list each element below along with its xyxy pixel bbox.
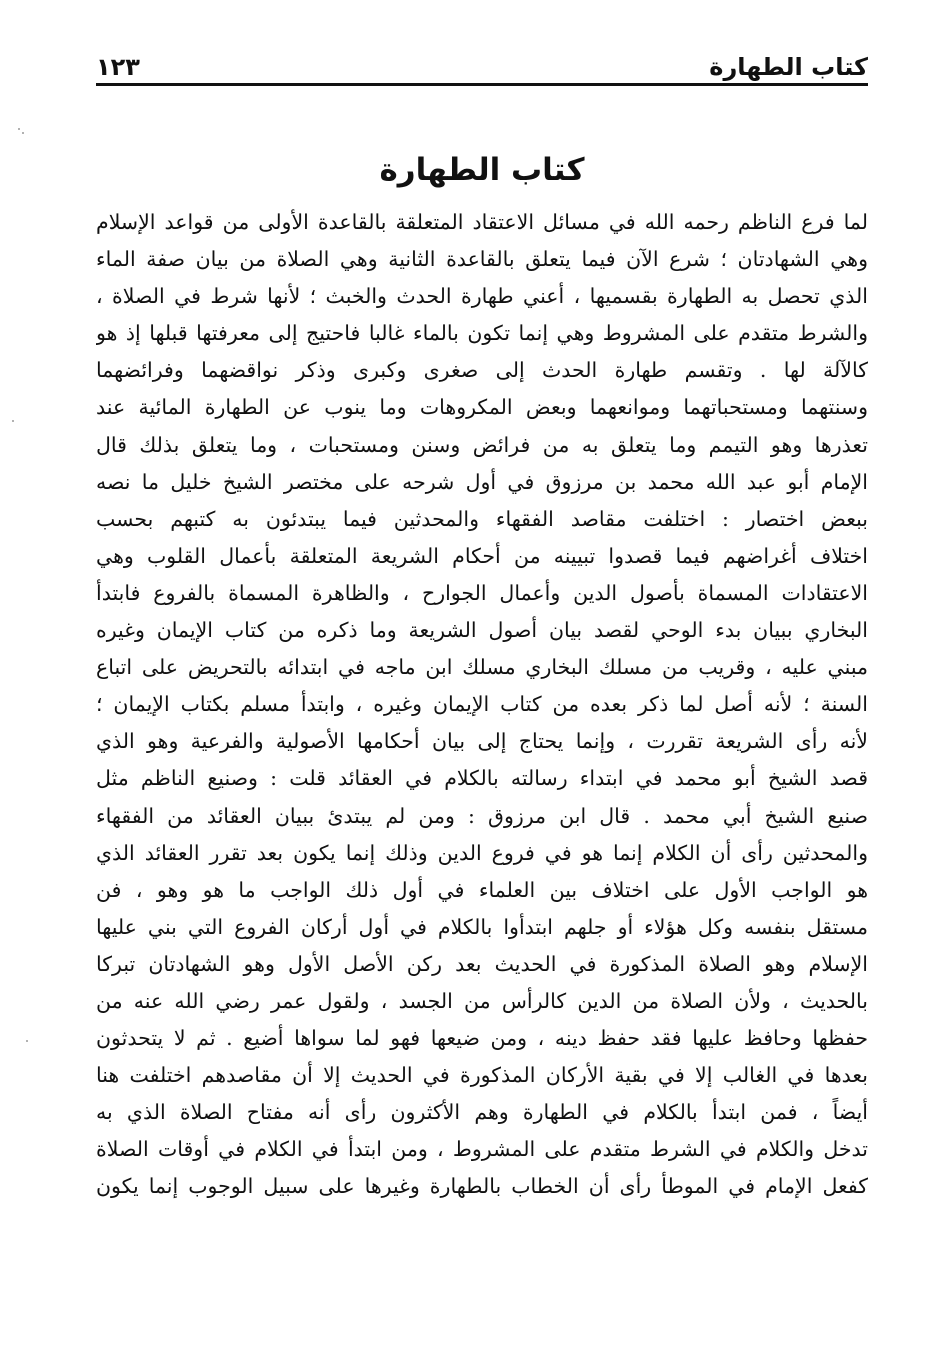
text-line: اختلاف أغراضهم فيما قصدوا تبيينه من أحكام الشريعة المتعلقة بأعمال القلوب وهي bbox=[96, 543, 868, 568]
text-line: مستقل بنفسه وكل هؤلاء أو جلهم ابتدأوا بالكلام في أول أركان الفروع التي بني عليها bbox=[96, 914, 868, 939]
text-line: الاعتقادات المسماة بأصول الدين وأعمال الجوارح ، والظاهرة المسماة بالفروع فابتدأ bbox=[96, 580, 868, 605]
text-line: البخاري ببيان بدء الوحي لقصد بيان أصول الشريعة وما ذكره من كتاب الإيمان وغيره bbox=[96, 618, 868, 643]
text-line: أيضاً ، فمن ابتدأ بالكلام في الطهارة وهم الأكثرون رأى أنه مفتاح الصلاة الذي به bbox=[96, 1100, 868, 1125]
text-line: بعدها في الغالب إلا في بقية الأركان المذكورة في الحديث إلا أن مقاصدهم اختلفت هنا bbox=[96, 1063, 868, 1088]
text-line: الإسلام وهو الصلاة المذكورة في الحديث بعد ركن الأصل الأول وهو الشهادتان تبركا bbox=[96, 951, 868, 976]
text-line: السنة ؛ لأنه أصل لما ذكر بعده من كتاب الإيمان وغيره ، وابتدأ مسلم بكتاب الإيمان ؛ bbox=[96, 692, 868, 717]
text-line: وهي الشهادتان ؛ شرع الآن فيما يتعلق بالقاعدة الثانية وهي الصلاة من بيان صفة الماء bbox=[96, 247, 868, 272]
text-line: الذي تحصل به الطهارة بقسميها ، أعني طهارة الحدث والخبث ؛ لأنها شرط في الصلاة ، bbox=[96, 284, 868, 309]
page-number: ١٢٣ bbox=[96, 53, 140, 81]
text-line: حفظها وحافظ عليها فقد حفظ دينه ، ومن ضيعها فهو لما سواها أضيع . ثم لا يتحدثون bbox=[96, 1026, 868, 1051]
text-line: ببعض اختصار : اختلفت مقاصد الفقهاء والمحدثين فيما يبتدئون به كتبهم بحسب bbox=[96, 506, 868, 531]
text-line: لما فرع الناظم رحمه الله في مسائل الاعتقاد المتعلقة بالقاعدة الأولى من قواعد الإسلام bbox=[96, 210, 868, 234]
text-line: كالآلة لها . وتقسم طهارة الحدث إلى صغرى وكبرى وذكر نواقضهما وفرائضهما bbox=[96, 358, 868, 383]
chapter-title: كتاب الطهارة bbox=[379, 152, 585, 188]
text-line: بالحديث ، ولأن الصلاة من الدين كالرأس من الجسد ، ولقول عمر رضي الله عنه من bbox=[96, 988, 868, 1013]
text-line: هو الواجب الأول على اختلاف بين العلماء في أول ذلك الواجب ما هو وهو ، فن bbox=[96, 877, 868, 902]
text-line: والمحدثين رأى أن الكلام إنما هو في فروع الدين وذلك إنما يكون بعد تقرر العقائد الذي bbox=[96, 840, 868, 865]
text-line: الإمام أبو عبد الله محمد بن مرزوق في أول شرحه على مختصر الشيخ خليل ما نصه bbox=[96, 469, 868, 494]
text-line: صنيع الشيخ أبي محمد . قال ابن مرزوق : ومن لم يبتدئ ببيان العقائد من الفقهاء bbox=[96, 803, 868, 828]
text-line: مبني عليه ، وقريب من مسلك البخاري مسلك ابن ماجه في ابتدائه بالتحريض على اتباع bbox=[96, 655, 868, 680]
running-header bbox=[96, 42, 868, 86]
running-title: كتاب الطهارة bbox=[709, 53, 868, 81]
text-line: قصد الشيخ أبو محمد في ابتداء رسالته بالكلام في العقائد قلت : وصنيع الناظم مثل bbox=[96, 766, 868, 791]
text-line: تدخل والكلام في الشرط متقدم على المشروط ، ومن ابتدأ في الكلام في أوقات الصلاة bbox=[96, 1137, 868, 1162]
scan-margin-specks bbox=[0, 0, 40, 1346]
text-line: والشرط متقدم على المشروط وهي إنما تكون بالماء غالبا فاحتيج إلى معرفتها قبلها إذ هو bbox=[96, 321, 868, 346]
text-line: كفعل الإمام في الموطأ رأى أن الخطاب بالطهارة وغيرها على سبيل الوجوب إنما يكون bbox=[96, 1174, 868, 1199]
body-text bbox=[96, 204, 868, 1206]
text-line: لأنه رأى الشريعة تقررت ، وإنما يحتاج إلى بيان أحكامها الأصولية والفرعية وهو الذي bbox=[96, 729, 868, 754]
text-line: تعذرها وهو التيمم وما يتعلق به من فرائض وسنن ومستحبات ، وما يتعلق بذلك قال bbox=[96, 432, 868, 457]
text-line: وسنتهما ومستحباتهما وموانعهما وبعض المكروهات وما ينوب عن الطهارة المائية عند bbox=[96, 395, 868, 420]
